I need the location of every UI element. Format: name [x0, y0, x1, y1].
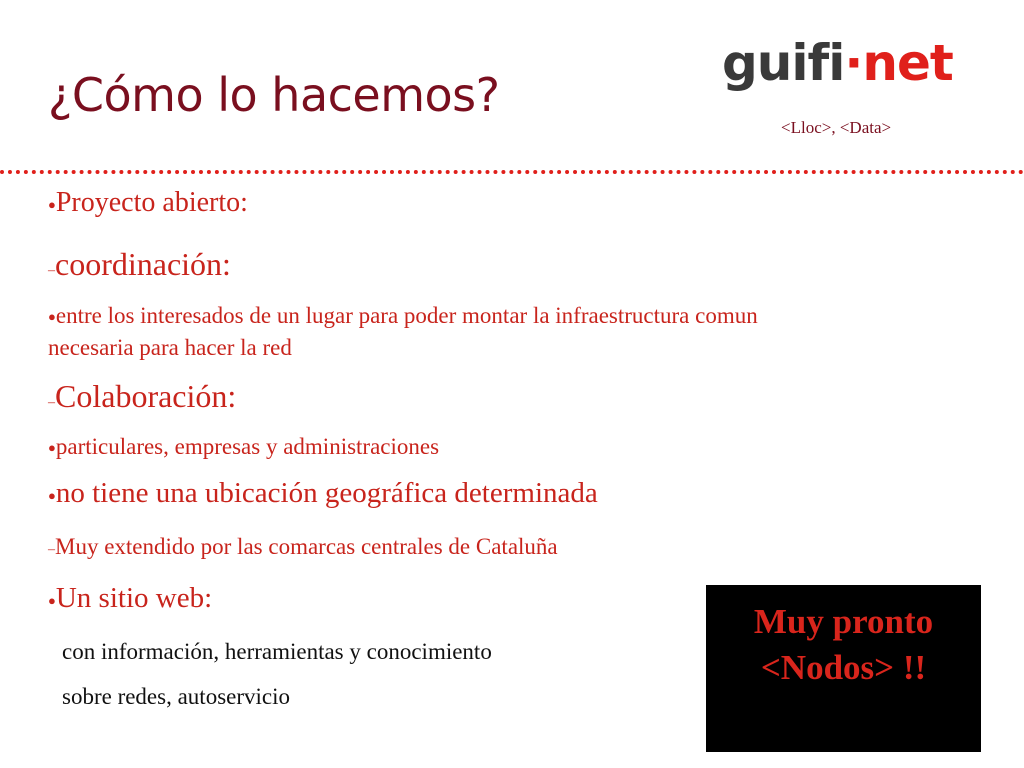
- list-item: –Muy extendido por las comarcas centrales de Cataluña: [48, 534, 558, 559]
- list-item: ●entre los interesados de un lugar para poder montar la infraestructura comun: [48, 303, 758, 328]
- list-item: ●Proyecto abierto:: [48, 187, 248, 218]
- list-item-text: con información, herramientas y conocimiento: [62, 639, 492, 664]
- dash-icon: –: [48, 395, 55, 410]
- dotted-divider: [0, 170, 1024, 174]
- logo-part2: net: [862, 34, 953, 92]
- guifi-net-logo: [722, 34, 953, 92]
- bullet-icon: ●: [48, 197, 56, 212]
- list-item: ●Un sitio web:: [48, 582, 213, 614]
- dash-icon: –: [48, 263, 55, 278]
- callout-box: [706, 585, 981, 752]
- list-item: –Colaboración:: [48, 378, 237, 414]
- location-date-placeholder: <Lloc>, <Data>: [781, 118, 892, 137]
- bullet-icon: ●: [48, 440, 56, 455]
- list-item: ●no tiene una ubicación geográfica determinada: [48, 477, 598, 509]
- bullet-icon: ●: [48, 593, 56, 608]
- dash-icon: –: [48, 542, 55, 557]
- list-item: –coordinación:: [48, 246, 231, 282]
- bullet-icon: ●: [48, 488, 56, 503]
- bullet-icon: ●: [48, 309, 56, 324]
- callout-line1: Muy pronto: [753, 602, 934, 641]
- callout-line2: <Nodos> !!: [760, 648, 927, 687]
- slide-title: ¿Cómo lo hacemos?: [48, 68, 500, 122]
- logo-dot: ·: [844, 34, 863, 92]
- list-item: ●particulares, empresas y administraciones: [48, 434, 440, 459]
- list-item-text: sobre redes, autoservicio: [62, 684, 291, 709]
- list-item-continuation: necesaria para hacer la red: [48, 335, 292, 360]
- logo-part1: guifi: [722, 34, 845, 92]
